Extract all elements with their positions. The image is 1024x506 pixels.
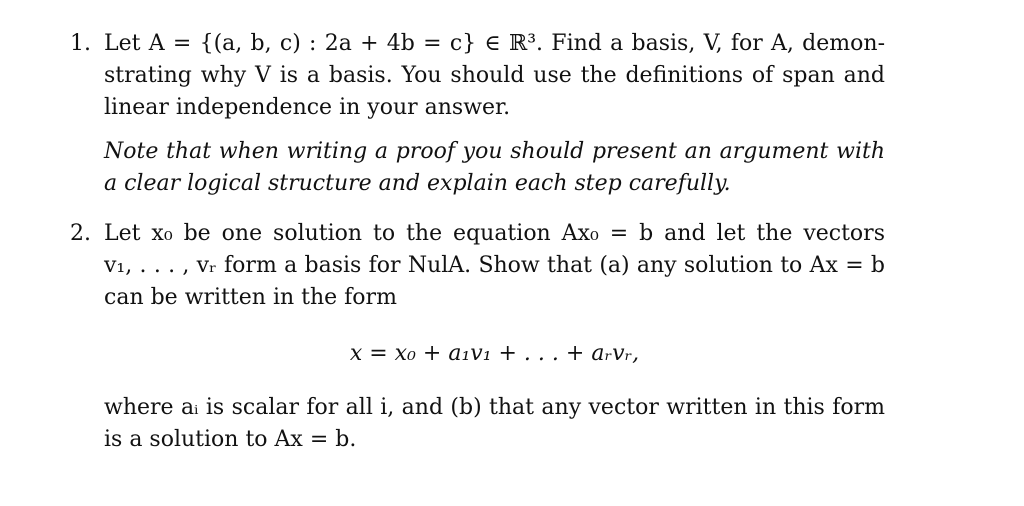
problem-text-line: can be written in the form xyxy=(104,285,397,310)
problem-text-line: strating why V is a basis. You should use the definitions of span and xyxy=(104,63,885,88)
problem-text-line: is a solution to Ax = b. xyxy=(104,427,357,452)
note-text-line: a clear logical structure and explain each step carefully. xyxy=(104,171,731,196)
problem-text-line: Let x₀ be one solution to the equation Ax₀ = b and let the vectors xyxy=(104,221,885,246)
problem-text-line: Let A = {(a, b, c) : 2a + 4b = c} ∈ ℝ³. Find a basis, V, for A, demon- xyxy=(104,31,885,56)
problem-text-line: v₁, . . . , vᵣ form a basis for NulA. Show that (a) any solution to Ax = b xyxy=(104,253,885,278)
problem-2 xyxy=(70,218,885,456)
problem-text-line: where aᵢ is scalar for all i, and (b) that any vector written in this form xyxy=(104,395,885,420)
problem-1 xyxy=(70,28,885,200)
problem-body xyxy=(104,218,885,456)
problem-body xyxy=(104,28,885,200)
note-text-line: Note that when writing a proof you should present an argument with xyxy=(104,139,885,164)
proof-note xyxy=(104,136,885,200)
problem-number: 1. xyxy=(70,31,91,56)
problem-number: 2. xyxy=(70,221,91,246)
display-equation: x = x₀ + a₁v₁ + . . . + aᵣvᵣ, xyxy=(349,341,640,366)
problem-text-line: linear independence in your answer. xyxy=(104,95,511,120)
